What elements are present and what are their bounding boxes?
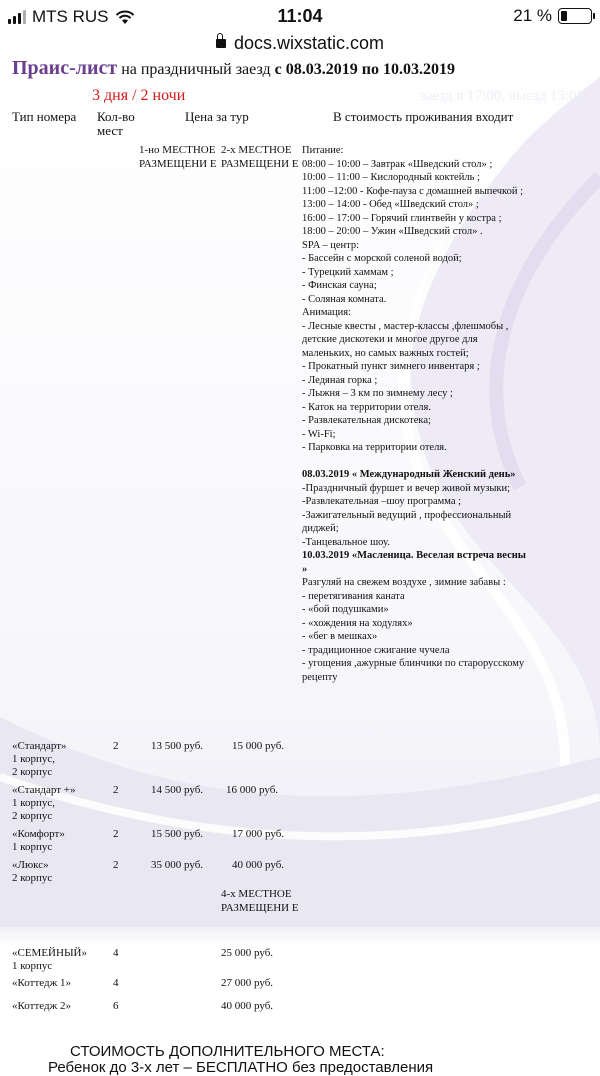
- included-line: Анимация:: [302, 307, 352, 318]
- header-quad: 4-х МЕСТНОЕ РАЗМЕЩЕНИ Е: [221, 888, 299, 914]
- room-note: 2 корпус: [12, 766, 53, 778]
- room-places: 6: [113, 1000, 119, 1012]
- extra-place-note: Ребенок до 3-х лет – БЕСПЛАТНО без предоставления: [48, 1059, 434, 1076]
- included-line: маленьких, но самых важных гостей;: [302, 347, 469, 359]
- included-line: - Прокатный пункт зимнего инвентаря ;: [302, 361, 480, 372]
- room-name: «Коттедж 1»: [12, 977, 71, 989]
- included-line: - традиционное сжигание чучела: [302, 644, 450, 656]
- included-line: 18:00 – 20:00 – Ужин «Шведский стол» .: [302, 226, 483, 237]
- included-line: -Праздничный фуршет и вечер живой музыки;: [302, 482, 511, 494]
- room-price-double: 15 000 руб.: [232, 740, 285, 752]
- included-line: - Турецкий хаммам ;: [302, 266, 394, 278]
- header-price: Цена за тур: [185, 109, 249, 124]
- included-line: детские дискотеки и многое другое для: [302, 334, 478, 345]
- url-text[interactable]: docs.wixstatic.com: [233, 33, 385, 53]
- included-line: - Финская сауна;: [302, 280, 377, 291]
- room-name: «Стандарт»: [12, 740, 67, 752]
- included-line: - Парковка на территории отеля.: [302, 442, 447, 453]
- carrier-name: MTS RUS: [32, 7, 109, 26]
- included-line: диджей;: [302, 523, 339, 534]
- room-price: 40 000 руб.: [221, 1000, 274, 1012]
- title-rest: на праздничный заезд: [121, 61, 271, 78]
- title-main: Праис-лист: [12, 57, 118, 79]
- battery-icon: [558, 8, 592, 24]
- included-line: - «хождения на ходулях»: [302, 617, 413, 629]
- room-price-double: 17 000 руб.: [232, 828, 285, 840]
- document-page: [0, 57, 600, 1076]
- title-dates: с 08.03.2019 по 10.03.2019: [274, 61, 455, 78]
- included-line: - Развлекательная дискотека;: [302, 415, 431, 426]
- included-list-c: [302, 576, 582, 684]
- included-line: 10:00 – 11:00 – Кислородный коктейль ;: [302, 172, 480, 183]
- included-line: -Зажигательный ведущий , профессиональный: [302, 509, 512, 521]
- included-line: - «бой подушками»: [302, 604, 389, 615]
- header-places: Кол-во мест: [97, 109, 135, 138]
- battery-percent: 21 %: [513, 6, 552, 25]
- room-name: «Комфорт»: [12, 828, 65, 840]
- clock: 11:04: [277, 6, 323, 26]
- included-line: рецепту: [302, 671, 338, 683]
- room-note: 1 корпус,: [12, 797, 56, 809]
- included-line: SPA – центр:: [302, 239, 360, 251]
- room-price: 25 000 руб.: [221, 947, 274, 959]
- included-line: - Лыжня – 3 км по зимнему лесу ;: [302, 388, 453, 399]
- included-line: - Wi-Fi;: [302, 428, 336, 440]
- included-list-a: [302, 144, 582, 455]
- lock-icon: [216, 39, 226, 48]
- included-line: -Развлекательная –шоу программа ;: [302, 496, 462, 507]
- included-line: Разгуляй на свежем воздухе , зимние забавы :: [302, 577, 506, 588]
- room-note: 1 корпус: [12, 841, 53, 853]
- included-line: - перетягивания каната: [302, 590, 405, 602]
- room-name: «Стандарт +»: [12, 784, 76, 796]
- room-places: 2: [113, 740, 119, 752]
- included-line: - «бег в мешках»: [302, 631, 378, 642]
- included-list-b: [302, 482, 582, 550]
- included-line: - угощения ,ажурные блинчики по старорусскому: [302, 658, 525, 669]
- room-places: 4: [113, 947, 119, 959]
- maslenitsa-title-end: »: [302, 563, 308, 575]
- included-line: - Ледяная горка ;: [302, 374, 378, 386]
- room-note: 1 корпус,: [12, 753, 56, 765]
- header-room-type: Тип номера: [12, 109, 77, 124]
- header-included: В стоимость проживания входит: [333, 109, 514, 124]
- maslenitsa-title: 10.03.2019 «Масленица. Веселая встреча весны: [302, 550, 526, 561]
- room-price-single: 35 000 руб.: [151, 859, 204, 871]
- extra-place-title: СТОИМОСТЬ ДОПОЛНИТЕЛЬНОГО МЕСТА:: [70, 1043, 385, 1060]
- header-single: 1-но МЕСТНОЕ РАЗМЕЩЕНИ Е: [139, 144, 217, 170]
- included-line: 11:00 –12:00 - Кофе-пауза с домашней выпечкой ;: [302, 185, 523, 197]
- included-line: - Бассейн с морской соленой водой;: [302, 253, 462, 264]
- checkin-time: заезд в 17:00, выезд 15:00: [419, 88, 584, 104]
- battery-status: [513, 6, 592, 26]
- included-line: - Лесные квесты , мастер-классы ,флешмобы ,: [302, 320, 509, 332]
- room-places: 2: [113, 828, 119, 840]
- included-line: 08:00 – 10:00 – Завтрак «Шведский стол» ;: [302, 158, 493, 170]
- room-note: 1 корпус: [12, 960, 53, 972]
- room-places: 2: [113, 859, 119, 871]
- header-double: 2-х МЕСТНОЕ РАЗМЕЩЕНИ Е: [221, 144, 299, 170]
- status-bar: [0, 0, 600, 34]
- room-price-single: 15 500 руб.: [151, 828, 204, 840]
- room-price-single: 13 500 руб.: [151, 740, 204, 752]
- included-services: [302, 144, 582, 684]
- price-list-title: [12, 57, 455, 80]
- room-name: «Люкс»: [12, 859, 49, 871]
- included-line: - Соляная комната.: [302, 293, 387, 305]
- tour-duration: 3 дня / 2 ночи: [92, 87, 186, 104]
- room-price-single: 14 500 руб.: [151, 784, 204, 796]
- room-price-double: 16 000 руб.: [226, 784, 279, 796]
- womens-day-title: 08.03.2019 « Международный Женский день»: [302, 469, 516, 480]
- included-line: 13:00 – 14:00 - Обед «Шведский стол» ;: [302, 199, 479, 210]
- address-bar[interactable]: [0, 33, 600, 57]
- room-places: 2: [113, 784, 119, 796]
- included-line: - Каток на территории отеля.: [302, 401, 431, 413]
- room-note: 2 корпус: [12, 810, 53, 822]
- included-line: Питание:: [302, 145, 344, 156]
- room-name: «Коттедж 2»: [12, 1000, 71, 1012]
- room-price: 27 000 руб.: [221, 977, 274, 989]
- room-note: 2 корпус: [12, 872, 53, 884]
- room-name: «СЕМЕЙНЫЙ»: [12, 947, 87, 959]
- room-price-double: 40 000 руб.: [232, 859, 285, 871]
- room-places: 4: [113, 977, 119, 989]
- included-line: -Танцевальное шоу.: [302, 536, 390, 548]
- included-line: 16:00 – 17:00 – Горячий глинтвейн у костра ;: [302, 212, 502, 224]
